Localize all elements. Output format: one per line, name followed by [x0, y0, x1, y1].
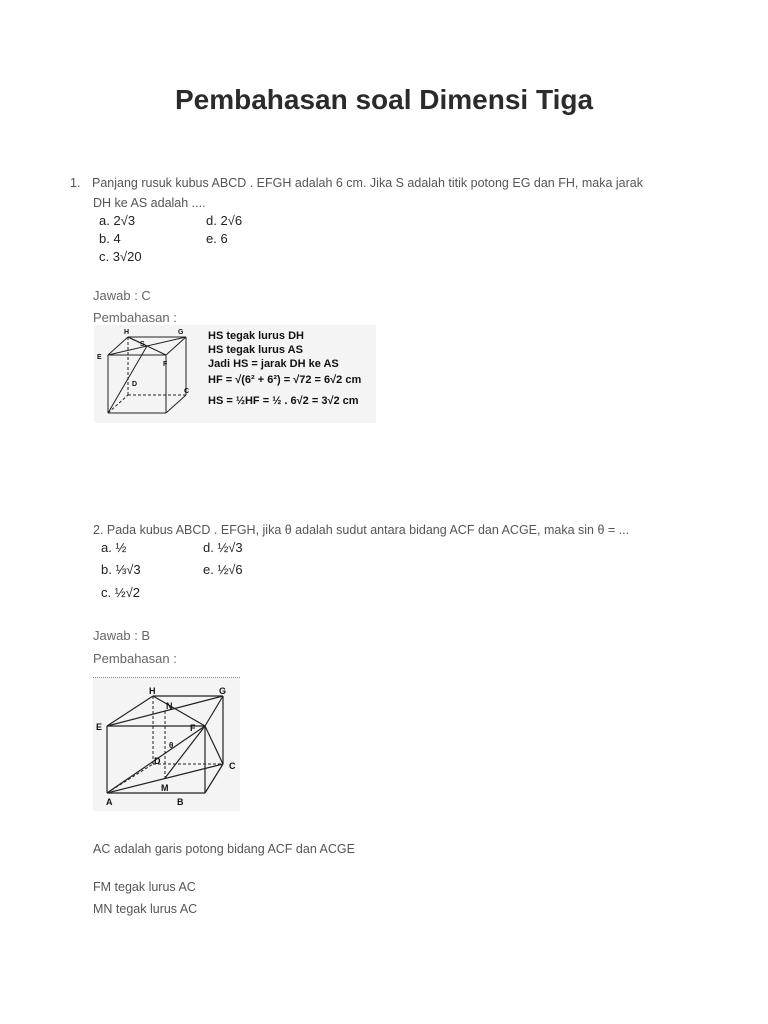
q2-label-d: D — [154, 756, 161, 766]
q2-option-b: b. ⅓√3 — [101, 562, 141, 577]
q2-option-d: d. ½√3 — [203, 540, 243, 555]
q1-label-c: C — [184, 388, 190, 395]
q1-label-f: F — [163, 361, 168, 368]
q1-answer: Jawab : C — [93, 288, 151, 303]
q1-cube-diagram — [94, 325, 194, 423]
q1-text-line2: DH ke AS adalah .... — [93, 196, 206, 210]
q2-label-m: M — [161, 783, 169, 793]
q1-text-line1: Panjang rusuk kubus ABCD . EFGH adalah 6 cm. Jika S adalah titik potong EG dan FH, maka jarak — [92, 176, 643, 190]
q1-label-d: D — [132, 381, 138, 388]
q2-label-g: G — [219, 686, 227, 696]
q1-number: 1. — [70, 176, 81, 190]
page-title: Pembahasan soal Dimensi Tiga — [174, 84, 594, 115]
q2-option-e: e. ½√6 — [203, 562, 243, 577]
q1-option-a: a. 2√3 — [99, 213, 136, 228]
q2-note-2: FM tegak lurus AC — [93, 880, 196, 894]
q2-option-a: a. ½ — [101, 540, 127, 555]
q2-option-c: c. ½√2 — [101, 585, 140, 600]
q2-label-h: H — [149, 686, 156, 696]
q2-solution-figure — [93, 677, 240, 811]
q2-label-theta: θ — [169, 741, 174, 750]
q2-label-f: F — [190, 723, 196, 733]
q1-discussion-label: Pembahasan : — [93, 310, 177, 325]
q2-note-3: MN tegak lurus AC — [93, 902, 198, 916]
q2-answer: Jawab : B — [93, 628, 151, 643]
q2-label-c: C — [229, 761, 236, 771]
q1-solution-line-2: HS tegak lurus AS — [208, 344, 303, 356]
q1-solution-line-1: HS tegak lurus DH — [208, 330, 304, 342]
q2-note-1: AC adalah garis potong bidang ACF dan ACGE — [93, 842, 355, 856]
q1-label-h: H — [124, 329, 130, 336]
q1-option-e: e. 6 — [206, 231, 228, 246]
q1-solution-line-4: HF = √(6² + 6²) = √72 = 6√2 cm — [208, 374, 362, 386]
q2-label-b: B — [177, 797, 184, 807]
q2-label-n: N — [166, 701, 173, 711]
q1-option-b: b. 4 — [99, 231, 121, 246]
q2-cube-diagram — [93, 678, 240, 811]
q2-label-e: E — [96, 722, 103, 732]
q1-option-d: d. 2√6 — [206, 213, 243, 228]
q2-text-line1: 2. Pada kubus ABCD . EFGH, jika θ adalah sudut antara bidang ACF dan ACGE, maka sin θ = ... — [93, 523, 630, 537]
q1-solution-figure — [94, 325, 376, 423]
q1-label-s: S — [140, 341, 145, 348]
q1-option-c: c. 3√20 — [99, 249, 142, 264]
q1-solution-line-3: Jadi HS = jarak DH ke AS — [208, 358, 339, 370]
q2-discussion-label: Pembahasan : — [93, 651, 177, 666]
q1-label-e: E — [97, 354, 102, 361]
q1-solution-line-5: HS = ½HF = ½ . 6√2 = 3√2 cm — [208, 395, 359, 407]
q2-label-a: A — [106, 797, 113, 807]
q1-label-g: G — [178, 329, 184, 336]
